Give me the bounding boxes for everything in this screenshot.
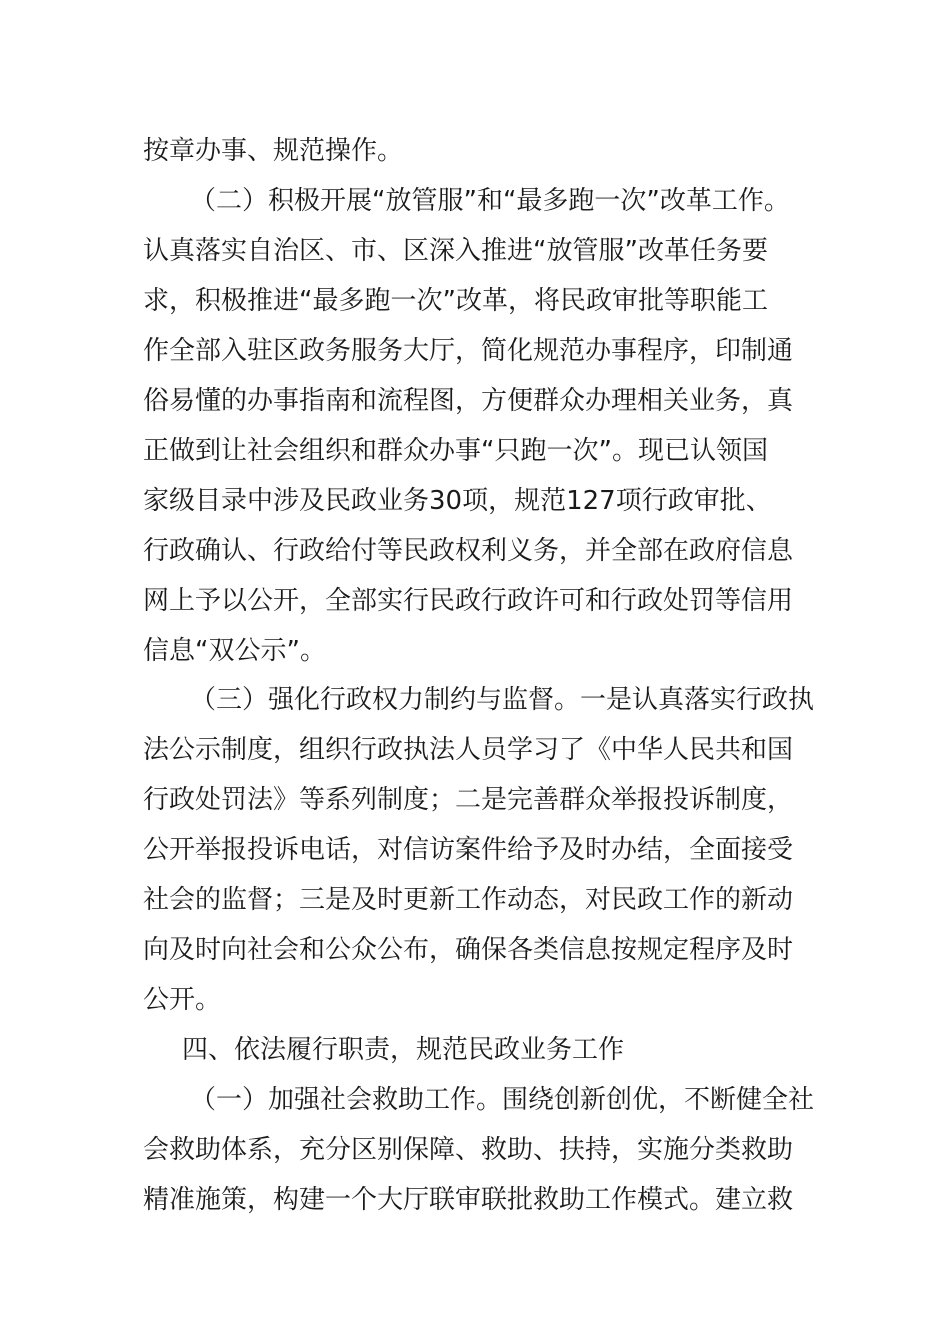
text-line: 作全部入驻区政务服务大厅，简化规范办事程序，印制通 [143, 336, 794, 366]
text-line: 社会的监督；三是及时更新工作动态，对民政工作的新动 [143, 885, 794, 915]
text-line: 求，积极推进“最多跑一次”改革，将民政审批等职能工 [143, 286, 768, 316]
text-line: 行政处罚法》等系列制度；二是完善群众举报投诉制度， [143, 785, 794, 815]
text-line: 公开。 [143, 985, 222, 1015]
text-line: 信息“双公示”。 [143, 636, 326, 666]
section-heading: （三）强化行政权力制约与监督。一是认真落实行政执 [190, 685, 815, 715]
text-line: 正做到让社会组织和群众办事“只跑一次”。现已认领国 [143, 436, 768, 466]
text-line: 网上予以公开，全部实行民政行政许可和行政处罚等信用 [143, 586, 794, 616]
text-line: 按章办事、规范操作。 [143, 136, 404, 166]
text-line: 认真落实自治区、市、区深入推进“放管服”改革任务要 [143, 236, 768, 266]
section-heading: （二）积极开展“放管服”和“最多跑一次”改革工作。 [190, 186, 790, 216]
text-line: 法公示制度，组织行政执法人员学习了《中华人民共和国 [143, 735, 794, 765]
text-line: 家级目录中涉及民政业务30项，规范127项行政审批、 [143, 486, 772, 516]
section-heading: （一）加强社会救助工作。围绕创新创优，不断健全社 [190, 1085, 815, 1115]
text-line: 俗易懂的办事指南和流程图，方便群众办理相关业务，真 [143, 386, 794, 416]
text-line: 行政确认、行政给付等民政权利义务，并全部在政府信息 [143, 536, 794, 566]
text-line: 公开举报投诉电话，对信访案件给予及时办结，全面接受 [143, 835, 794, 865]
text-line: 精准施策，构建一个大厅联审联批救助工作模式。建立救 [143, 1185, 794, 1215]
chapter-heading: 四、依法履行职责，规范民政业务工作 [182, 1035, 625, 1065]
text-line: 向及时向社会和公众公布，确保各类信息按规定程序及时 [143, 935, 794, 965]
text-line: 会救助体系，充分区别保障、救助、扶持，实施分类救助 [143, 1135, 794, 1165]
